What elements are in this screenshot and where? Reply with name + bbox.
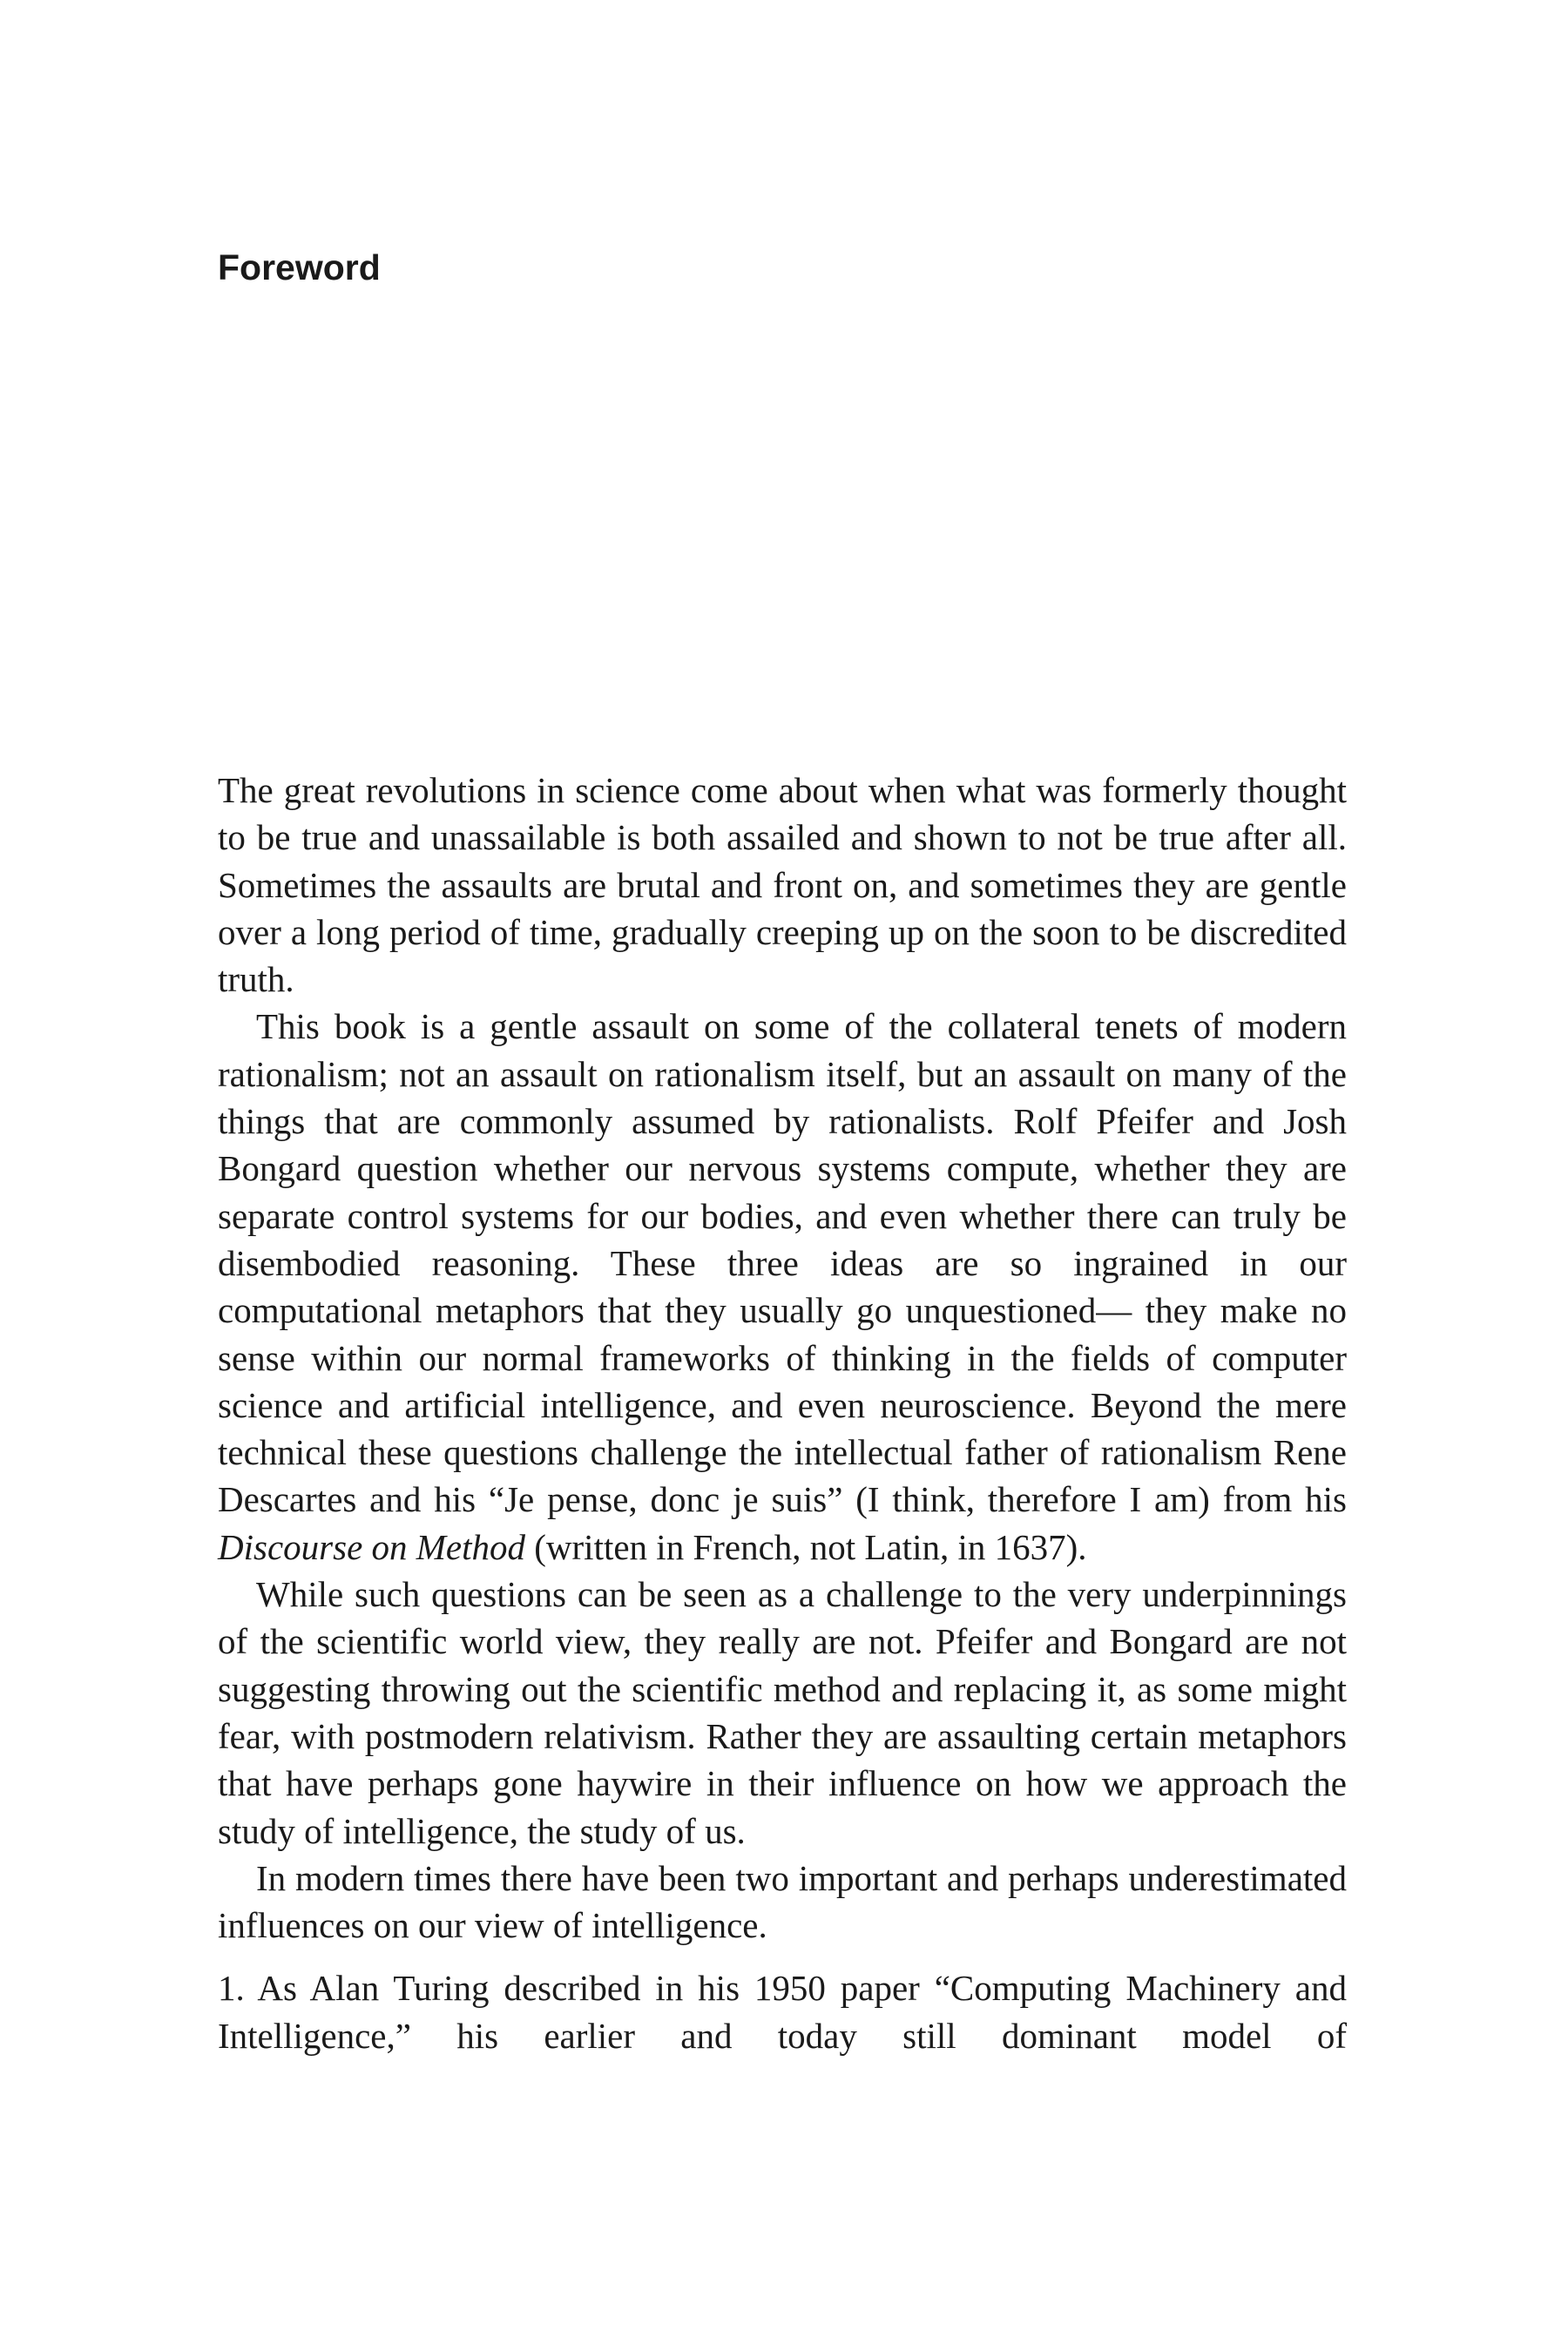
paragraph-4: In modern times there have been two important and perhaps underestimated influences on our view of intelligence. <box>218 1857 1347 1946</box>
list-item-1: 1. As Alan Turing described in his 1950 paper “Computing Machinery and Intelligence,” his earlier and today still dominant model of <box>218 1968 1347 2056</box>
page-title: Foreword <box>218 247 381 287</box>
paragraph-1: The great revolutions in science come about when what was formerly thought to be true and unassailable is both assailed and shown to not be true after all. Sometimes the assaults are brutal and front on, and sometimes they are gentle over a long period of time, gradually creeping up on the soon to be discredited truth. <box>218 770 1347 1000</box>
paragraph-2 <box>218 1003 1347 1571</box>
body-text <box>218 767 1347 2059</box>
paragraph-2-text: This book is a gentle assault on some of the collateral tenets of modern rationalism; not an assault on rationalism itself, but an assault on many of the things that are commonly assumed by rationalists. Rolf Pfeifer and Josh Bongard question whether our nervous systems compute, whether they are separate control systems for our bodies, and even whether there can truly be disembodied reasoning. These three ideas are so ingrained in our computational metaphors that they usually go unquestioned— they make no sense within our normal frameworks of thinking in the fields of computer science and artificial intelligence, and even neuroscience. Beyond the mere technical these questions challenge the intellectual father of rationalism Rene Descartes and his “Je pense, donc je suis” (I think, therefore I am) from his <box>218 1006 1347 1520</box>
paragraph-3: While such questions can be seen as a challenge to the very underpinnings of the scientific world view, they really are not. Pfeifer and Bongard are not suggesting throwing out the scientific method and replacing it, as some might fear, with postmodern relativism. Rather they are assaulting certain metaphors that have perhaps gone haywire in their influence on how we approach the study of intelligence, the study of us. <box>218 1574 1347 1851</box>
paragraph-2-text-after: (written in French, not Latin, in 1637). <box>525 1526 1087 1567</box>
book-title-italic: Discourse on Method <box>218 1526 526 1567</box>
